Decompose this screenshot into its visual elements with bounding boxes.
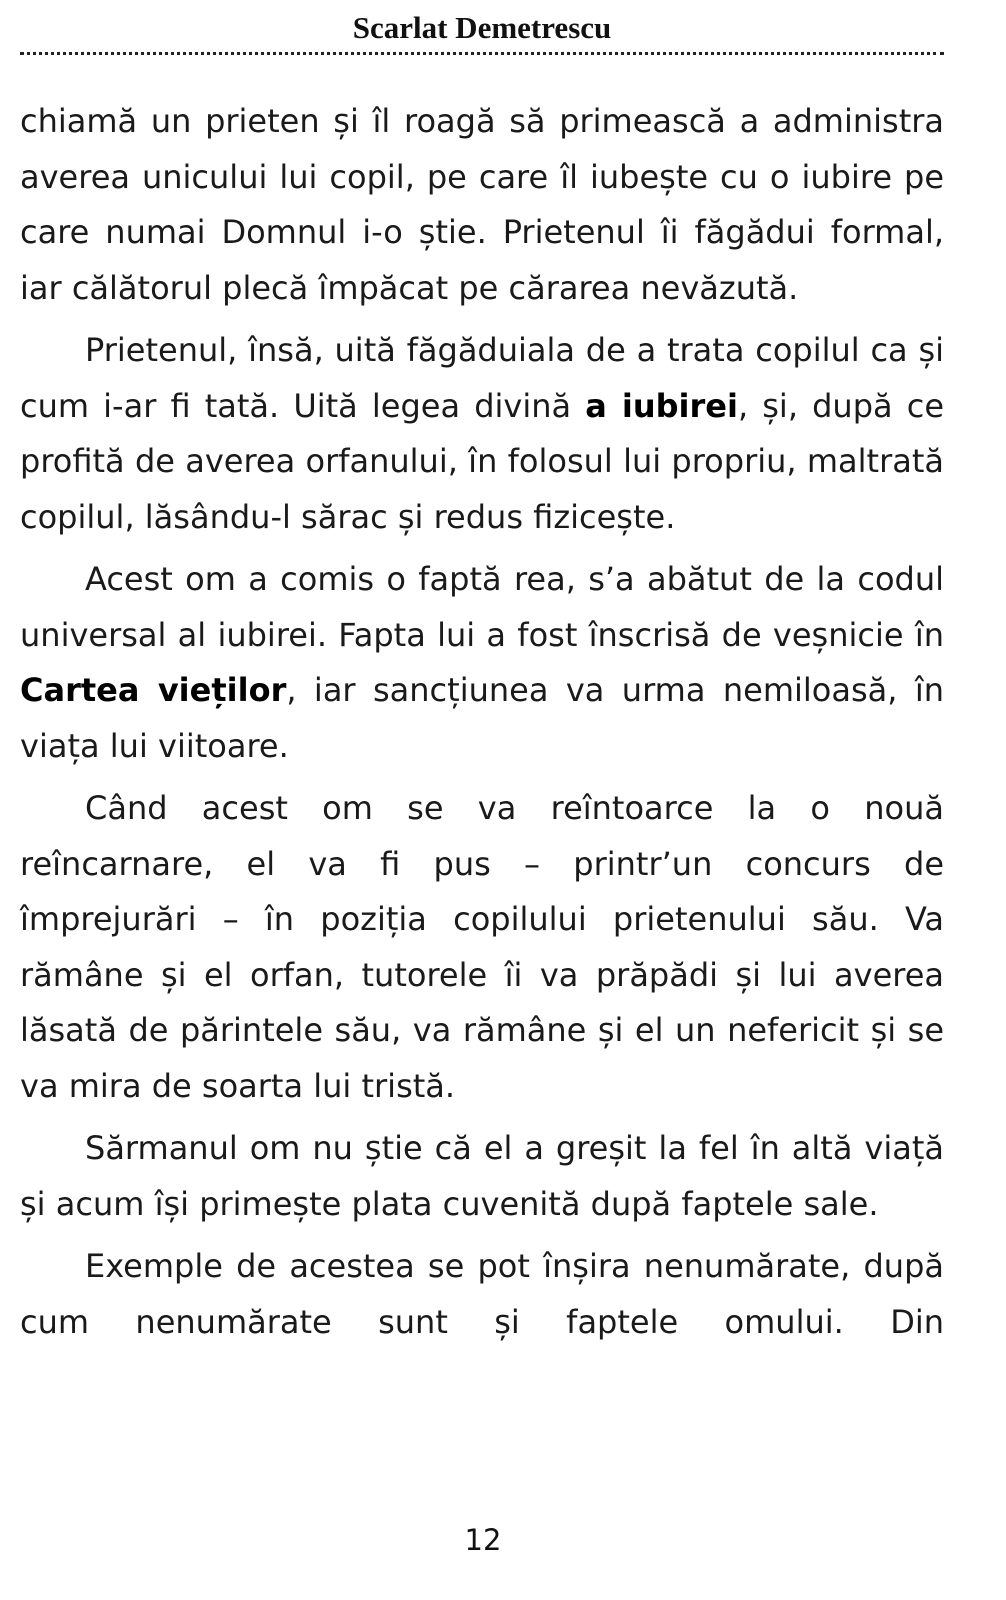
paragraph-text: Exemple de acestea se pot înșira nenumărate, după cum nenumărate sunt și faptele omului. Din <box>20 1247 944 1341</box>
paragraph-text: chiamă un prieten și îl roagă să primească a administra averea unicului lui copil, pe care îl iubește cu o iubire pe care numai Domnul i-o știe. Prietenul îi făgădui formal, iar călătorul plecă împăcat pe cărarea nevăzută. <box>20 102 944 307</box>
page-number: 12 <box>464 1523 502 1557</box>
emphasis-term: Cartea vieților <box>20 671 287 709</box>
paragraph-text: Când acest om se va reîntoarce la o nouă reîncarnare, el va fi pus – printr’un concurs de împrejurări – în poziția copilului prietenului său. Va rămâne și el orfan, tutorele îi va prăpădi și lui averea lăsată de părintele său, va rămâne și el un nefericit și se va mira de soarta lui tristă. <box>20 789 944 1105</box>
paragraph <box>20 781 944 1114</box>
body-text <box>20 94 944 1357</box>
paragraph <box>20 1239 944 1350</box>
paragraph-text: Prietenul, însă, uită făgăduiala de a trata copilul ca și cum i-ar fi tată. Uită legea divină <box>20 331 944 425</box>
paragraph <box>20 552 944 774</box>
paragraph-text: Sărmanul om nu știe că el a greșit la fel în altă viață și acum își primește plata cuvenită după faptele sale. <box>20 1129 944 1223</box>
paragraph-text: , iar sancțiunea va urma nemiloasă, în viața lui viitoare. <box>20 671 945 765</box>
paragraph <box>20 94 944 316</box>
paragraph <box>20 1121 944 1232</box>
running-head-author: Scarlat Demetrescu <box>352 10 612 45</box>
paragraph-text: , și, după ce profită de averea orfanului, în folosul lui propriu, maltrată copilul, lăsându-l sărac și redus fizicește. <box>20 386 945 536</box>
emphasis-term: a iubirei <box>585 386 738 425</box>
paragraph-text: Acest om a comis o faptă rea, s’a abătut de la codul universal al iubirei. Fapta lui a fost înscrisă de veșnicie în <box>20 560 944 654</box>
paragraph <box>20 323 944 545</box>
header-dotted-rule <box>20 52 944 55</box>
